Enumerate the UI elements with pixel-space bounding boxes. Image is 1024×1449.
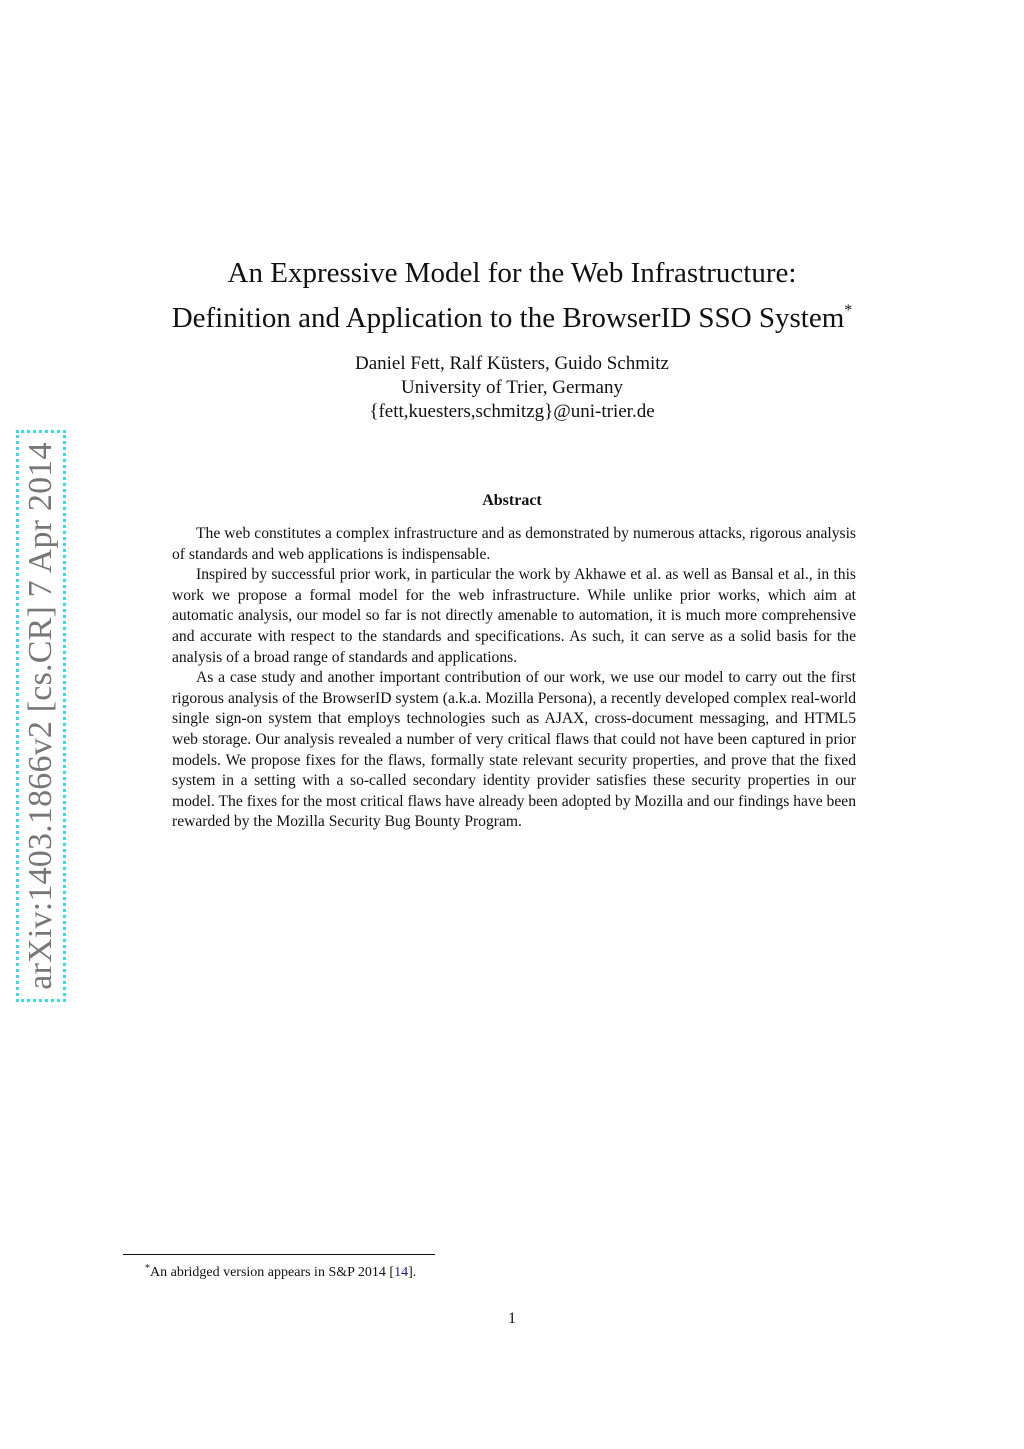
abstract-paragraph-3: As a case study and another important contribution of our work, we use our model to carry out the first rigorous analysis of the BrowserID system (a.k.a. Mozilla Persona), a recently developed complex real-world single sign-on system that employs technologies such as AJAX, cross-document messaging, and HTML5 web storage. Our analysis revealed a number of very critical flaws that could not have been captured in prior models. We propose fixes for the flaws, formally state relevant security properties, and prove that the fixed system in a setting with a so-called secondary identity provider satisfies these security properties in our model. The fixes for the most critical flaws have already been adopted by Mozilla and our findings have been rewarded by the Mozilla Security Bug Bounty Program. <box>172 669 856 831</box>
page-number: 1 <box>508 1310 516 1327</box>
footnote <box>145 1260 416 1282</box>
footnote-mark: * <box>145 1263 150 1274</box>
abstract-paragraph-2: Inspired by successful prior work, in particular the work by Akhawe et al. as well as Bansal et al., in this work we propose a formal model for the web infrastructure. While unlike prior works, which aim at automatic analysis, our model so far is not directly amenable to automation, it is much more comprehensive and accurate with respect to the standards and specifications. As such, it can serve as a solid basis for the analysis of a broad range of standards and applications. <box>172 566 856 666</box>
author-names: Daniel Fett, Ralf Küsters, Guido Schmitz <box>355 353 669 374</box>
arxiv-stamp <box>16 430 66 1002</box>
paper-title-line2-text: Definition and Application to the BrowserID SSO System <box>171 302 845 334</box>
arxiv-stamp-text: arXiv:1403.1866v2 [cs.CR] 7 Apr 2014 <box>22 442 59 990</box>
abstract-body <box>172 524 856 833</box>
abstract-heading: Abstract <box>482 492 542 509</box>
paper-title-line2 <box>0 292 1024 337</box>
footnote-text: An abridged version appears in S&P 2014 [ <box>150 1265 395 1280</box>
footnote-end: ]. <box>408 1265 417 1280</box>
author-affiliation: University of Trier, Germany <box>401 377 623 398</box>
author-block <box>0 352 1024 424</box>
title-footnote-mark[interactable]: * <box>844 302 853 319</box>
footnote-rule <box>123 1254 435 1255</box>
author-email: {fett,kuesters,schmitzg}@uni-trier.de <box>369 401 655 422</box>
paper-title-line1: An Expressive Model for the Web Infrastructure: <box>227 257 797 289</box>
citation-link[interactable]: 14 <box>394 1265 409 1280</box>
abstract-paragraph-1: The web constitutes a complex infrastructure and as demonstrated by numerous attacks, rigorous analysis of standards and web applications is indispensable. <box>172 525 856 563</box>
